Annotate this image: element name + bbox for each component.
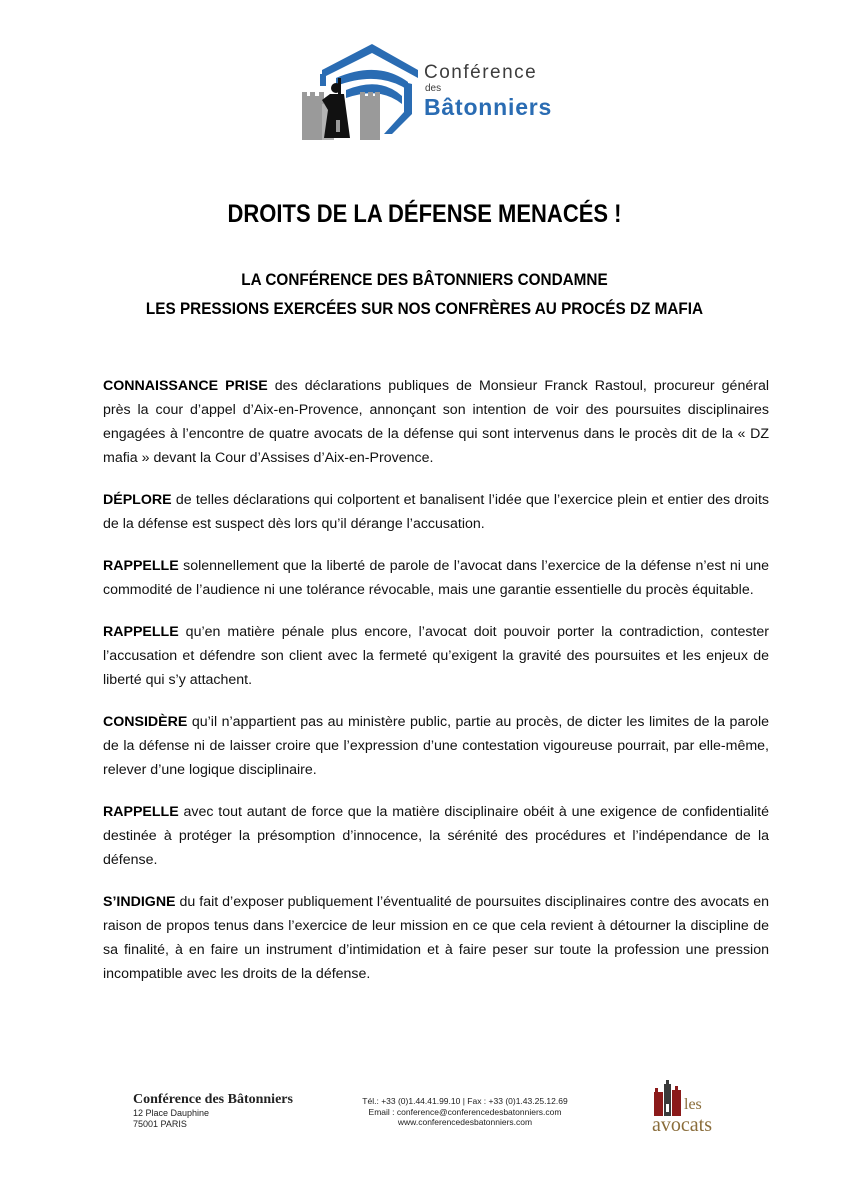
paragraph xyxy=(103,374,769,470)
footer-website[interactable]: www.conferencedesbatonniers.com xyxy=(397,1117,533,1127)
paragraph-text: du fait d’exposer publiquement l’éventualité de poursuites disciplinaires contre des avocats en raison de propos tenus dans l’exercice de leur mission en ce que cela revient à détourner la discipline de sa finalité, à en faire un instrument d’intimidation et à faire peser sur toute la profession une pression incompatible avec les droits de la défense. xyxy=(103,894,769,982)
subtitle-line-2: LES PRESSIONS EXERCÉES SUR NOS CONFRÈRES AU PROCÉS DZ MAFIA xyxy=(145,299,704,318)
footer-org-name: Conférence des Bâtonniers xyxy=(133,1092,293,1107)
paragraph-lead: RAPPELLE xyxy=(103,804,179,820)
avocats-word-text: avocats xyxy=(652,1114,712,1136)
paragraph-text: solennellement que la liberté de parole de l’avocat dans l’exercice de la défense n’est ni une commodité de l’audience ni une tolérance révocable, mais une garantie essentielle du procès équitable. xyxy=(103,558,769,598)
subtitle-line-1: LA CONFÉRENCE DES BÂTONNIERS CONDAMNE xyxy=(241,270,608,289)
page-title: DROITS DE LA DÉFENSE MENACÉS ! xyxy=(227,200,622,228)
conference-logo xyxy=(300,38,570,150)
conference-emblem-icon xyxy=(300,38,424,150)
paragraph xyxy=(103,890,769,986)
avocats-les-text: les xyxy=(684,1096,702,1113)
paragraph xyxy=(103,620,769,692)
paragraph xyxy=(103,554,769,602)
les-avocats-logo xyxy=(652,1078,732,1142)
footer-address xyxy=(133,1108,209,1130)
paragraph-text: avec tout autant de force que la matière disciplinaire obéit à une exigence de confidentialité destinée à protéger la présomption d’innocence, la sérénité des procédures et l’indépendance de la défense. xyxy=(103,804,769,868)
avocats-building-icon xyxy=(652,1078,686,1118)
logo-line-des: des xyxy=(425,83,442,94)
paragraph xyxy=(103,488,769,536)
logo-line-batonniers: Bâtonniers xyxy=(424,94,553,120)
footer-address-line-1: 12 Place Dauphine xyxy=(133,1108,210,1118)
paragraph-text: de telles déclarations qui colportent et banalisent l’idée que l’exercice plein et entier des droits de la défense est suspect dès lors qu’il dérange l’accusation. xyxy=(103,492,769,532)
footer-phone-fax: Tél.: +33 (0)1.44.41.99.10 | Fax : +33 (0)1.43.25.12.69 xyxy=(362,1096,568,1106)
paragraph xyxy=(103,800,769,872)
document-body xyxy=(103,374,769,1004)
logo-line-conference: Conférence xyxy=(424,62,538,83)
paragraph-lead: S’INDIGNE xyxy=(103,894,176,910)
footer-address-line-2: 75001 PARIS xyxy=(133,1119,187,1129)
paragraph-lead: CONSIDÈRE xyxy=(103,714,188,730)
paragraph xyxy=(103,710,769,782)
paragraph-lead: CONNAISSANCE PRISE xyxy=(103,378,268,394)
footer-contact xyxy=(330,1096,600,1128)
footer-email[interactable]: Email : conference@conferencedesbatonniers.com xyxy=(368,1106,562,1117)
paragraph-text: qu’en matière pénale plus encore, l’avocat doit pouvoir porter la contradiction, contester l’accusation et défendre son client avec la fermeté qu’exigent la gravité des poursuites et les enjeux de liberté qui s’y attachent. xyxy=(103,624,769,688)
paragraph-lead: DÉPLORE xyxy=(103,492,172,508)
paragraph-lead: RAPPELLE xyxy=(103,558,179,574)
paragraph-lead: RAPPELLE xyxy=(103,624,179,640)
paragraph-text: des déclarations publiques de Monsieur Franck Rastoul, procureur général près la cour d’appel d’Aix-en-Provence, annonçant son intention de voir des poursuites disciplinaires engagées à l’encontre de quatre avocats de la défense qui sont intervenus dans le procès dit de la « DZ mafia » devant la Cour d’Assises d’Aix-en-Provence. xyxy=(103,378,769,466)
paragraph-text: qu’il n’appartient pas au ministère public, partie au procès, de dicter les limites de la parole de la défense ni de laisser croire que l’expression d’une contestation vigoureuse pourrait, par elle-même, relever d’une logique disciplinaire. xyxy=(103,714,769,778)
